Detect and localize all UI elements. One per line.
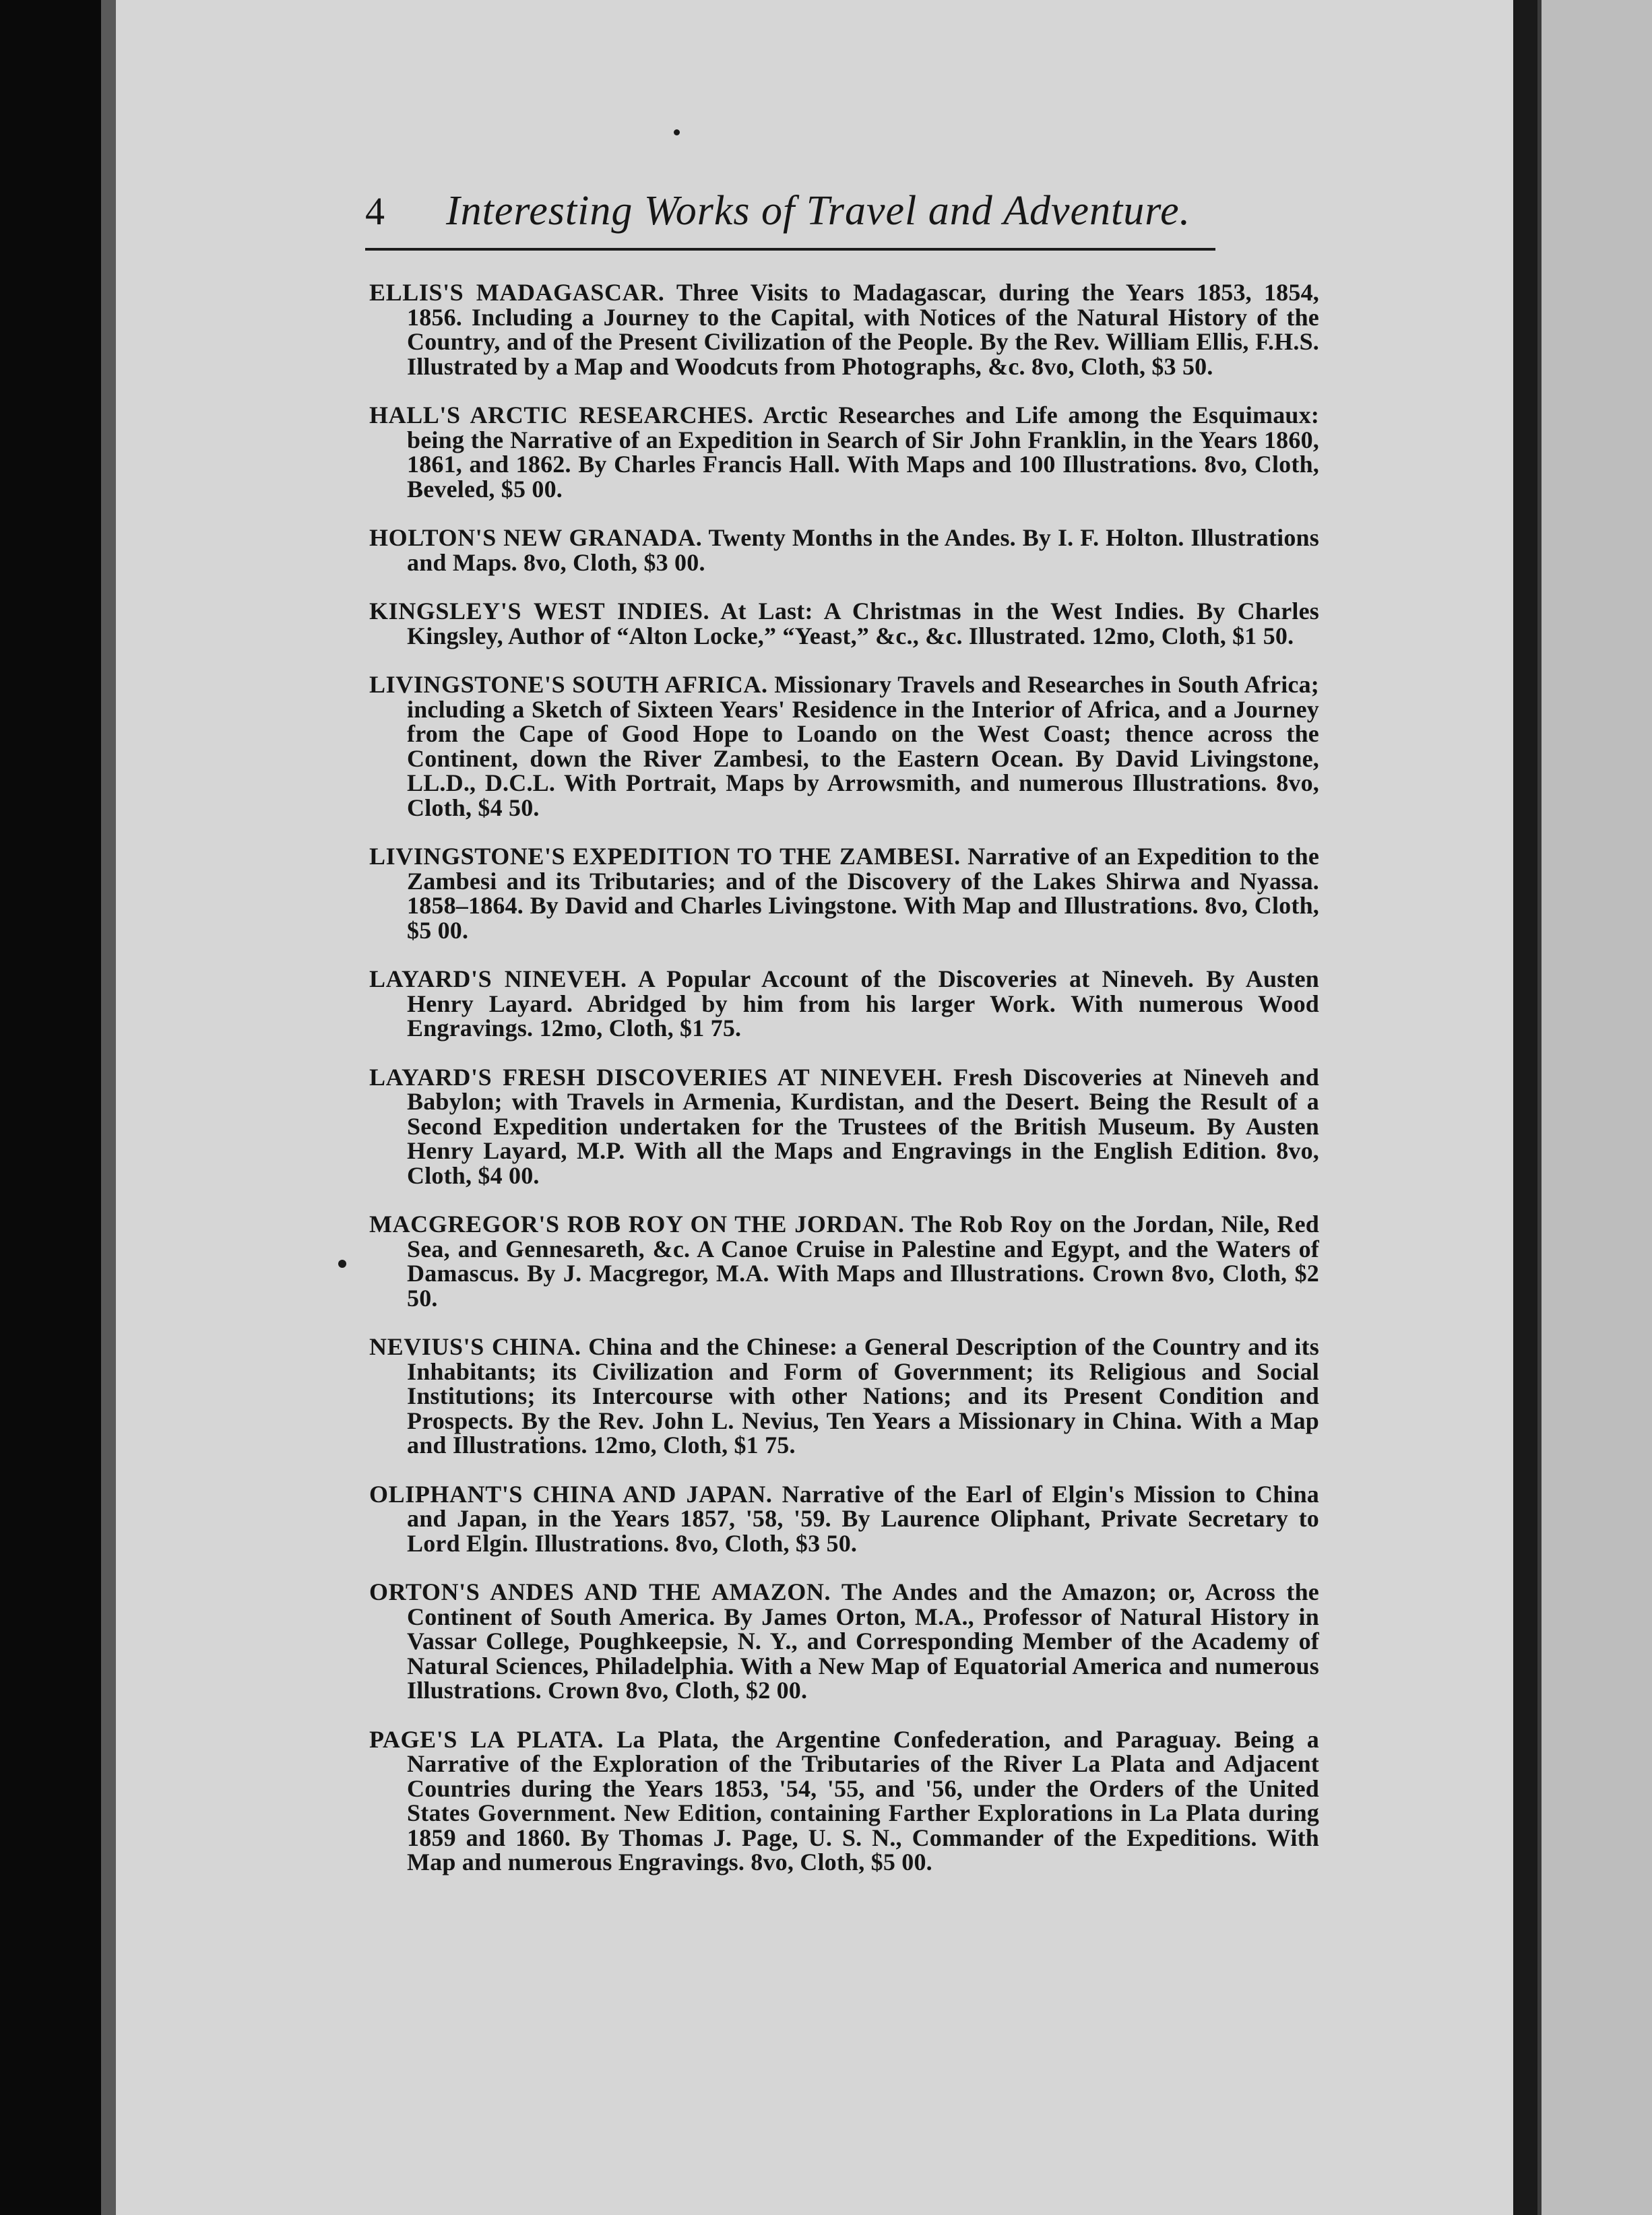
entry-body: Arctic Researches and Life among the Esquimaux: being the Narrative of an Expedition in Search of Sir John Franklin, in the Years 1860, 1861, and 1862. By Charles Francis Hall. With Maps and 100 Illustrations. 8vo, Cloth, Beveled, $5 00. bbox=[407, 402, 1320, 503]
catalog-entry bbox=[369, 1580, 1319, 1703]
entry-body: China and the Chinese: a General Description of the Country and its Inhabitants; its Civilization and Form of Government; its Religious and Social Institutions; its Intercourse with other Nations; and its Present Condition and Prospects. By the Rev. John L. Nevius, Ten Years a Missionary in China. With a Map and Illustrations. 12mo, Cloth, $1 75. bbox=[407, 1333, 1319, 1458]
entry-title: KINGSLEY'S WEST INDIES. bbox=[369, 598, 710, 624]
entry-body: At Last: A Christmas in the West Indies. By Charles Kingsley, Author of “Alton Locke,” “Yeast,” &c., &c. Illustrated. 12mo, Cloth, $1 50. bbox=[407, 598, 1320, 649]
entry-title: LIVINGSTONE'S EXPEDITION TO THE ZAMBESI. bbox=[369, 843, 961, 870]
entry-body: Fresh Discoveries at Nineveh and Babylon; with Travels in Armenia, Kurdistan, and the Desert. Being the Result of a Second Expedition undertaken for the Trustees of the British Museum. By Austen Henry Layard, M.P. With all the Maps and Engravings in the English Edition. 8vo, Cloth, $4 00. bbox=[407, 1063, 1319, 1189]
catalog-entry bbox=[369, 280, 1319, 379]
entry-body: Narrative of the Earl of Elgin's Mission to China and Japan, in the Years 1857, '58, '59. By Laurence Oliphant, Private Secretary to Lord Elgin. Illustrations. 8vo, Cloth, $3 50. bbox=[407, 1480, 1319, 1557]
catalog-entry bbox=[369, 1212, 1319, 1310]
print-speck bbox=[338, 1260, 346, 1268]
header-rule bbox=[365, 248, 1215, 251]
entry-title: NEVIUS'S CHINA. bbox=[369, 1333, 581, 1360]
entry-title: LAYARD'S NINEVEH. bbox=[369, 965, 627, 992]
entry-title: OLIPHANT'S CHINA AND JAPAN. bbox=[369, 1480, 773, 1508]
catalog-entry bbox=[369, 1065, 1319, 1188]
entry-title: PAGE'S LA PLATA. bbox=[369, 1725, 604, 1753]
catalog-entry bbox=[369, 525, 1319, 575]
entry-body: Three Visits to Madagascar, during the Years 1853, 1854, 1856. Including a Journey to the Capital, with Notices of the Natural History of the Country, and of the Present Civilization of the People. By the Rev. William Ellis, F.H.S. Illustrated by a Map and Woodcuts from Photographs, &c. 8vo, Cloth, $3 50. bbox=[407, 279, 1319, 380]
entry-title: MACGREGOR'S ROB ROY ON THE JORDAN. bbox=[369, 1211, 905, 1238]
catalog-entry bbox=[369, 599, 1319, 648]
catalog-entry bbox=[369, 403, 1319, 501]
running-header bbox=[365, 187, 1215, 241]
entry-body: Missionary Travels and Researches in South Africa; including a Sketch of Sixteen Years' Residence in the Interior of Africa, and a Journey from the Cape of Good Hope to Loando on the West Coast; thence across the Continent, down the River Zambesi, to the Eastern Ocean. By David Livingstone, LL.D., D.C.L. With Portrait, Maps by Arrowsmith, and numerous Illustrations. 8vo, Cloth, $4 50. bbox=[407, 671, 1319, 821]
catalog-entry bbox=[369, 1335, 1319, 1458]
entry-body: Narrative of an Expedition to the Zambesi and its Tributaries; and of the Discovery of the Lakes Shirwa and Nyassa. 1858–1864. By David and Charles Livingstone. With Map and Illustrations. 8vo, Cloth, $5 00. bbox=[407, 843, 1320, 944]
catalog-entry bbox=[369, 844, 1319, 942]
entry-title: ELLIS'S MADAGASCAR. bbox=[369, 279, 665, 306]
running-title: Interesting Works of Travel and Adventure. bbox=[446, 188, 1191, 234]
catalog-entry bbox=[369, 1482, 1319, 1556]
entry-body: La Plata, the Argentine Confederation, and Paraguay. Being a Narrative of the Exploration of the Tributaries of the River La Plata and Adjacent Countries during the Years 1853, '54, '55, and '56, under the Orders of the United States Government. New Edition, containing Farther Explorations in La Plata during 1859 and 1860. By Thomas J. Page, U. S. N., Commander of the Expeditions. With Map and numerous Engravings. 8vo, Cloth, $5 00. bbox=[407, 1725, 1319, 1875]
page-number: 4 bbox=[365, 189, 385, 233]
entry-title: LAYARD'S FRESH DISCOVERIES AT NINEVEH. bbox=[369, 1063, 943, 1091]
entry-body: Twenty Months in the Andes. By I. F. Holton. Illustrations and Maps. 8vo, Cloth, $3 00. bbox=[407, 524, 1319, 576]
entry-body: The Rob Roy on the Jordan, Nile, Red Sea, and Gennesareth, &c. A Canoe Cruise in Palestine and Egypt, and the Waters of Damascus. By J. Macgregor, M.A. With Maps and Illustrations. Crown 8vo, Cloth, $2 50. bbox=[407, 1211, 1319, 1312]
entry-title: HALL'S ARCTIC RESEARCHES. bbox=[369, 402, 754, 428]
entry-title: ORTON'S ANDES AND THE AMAZON. bbox=[369, 1578, 831, 1605]
catalog-entry bbox=[369, 672, 1319, 820]
print-speck bbox=[674, 129, 680, 135]
catalog-entries bbox=[369, 256, 1319, 1894]
entry-title: LIVINGSTONE'S SOUTH AFRICA. bbox=[369, 671, 768, 698]
entry-title: HOLTON'S NEW GRANADA. bbox=[369, 524, 703, 551]
catalog-entry bbox=[369, 967, 1319, 1041]
page-gutter-shadow bbox=[1513, 0, 1537, 2215]
entry-body: A Popular Account of the Discoveries at Nineveh. By Austen Henry Layard. Abridged by him from his larger Work. With numerous Wood Engravings. 12mo, Cloth, $1 75. bbox=[407, 965, 1320, 1041]
catalog-entry bbox=[369, 1727, 1319, 1875]
entry-body: The Andes and the Amazon; or, Across the Continent of South America. By James Orton, M.A., Professor of Natural History in Vassar College, Poughkeepsie, N. Y., and Corresponding Member of the Academy of Natural Sciences, Philadelphia. With a New Map of Equatorial America and numerous Illustrations. Crown 8vo, Cloth, $2 00. bbox=[407, 1578, 1319, 1704]
adjacent-page-edge bbox=[1537, 0, 1652, 2215]
